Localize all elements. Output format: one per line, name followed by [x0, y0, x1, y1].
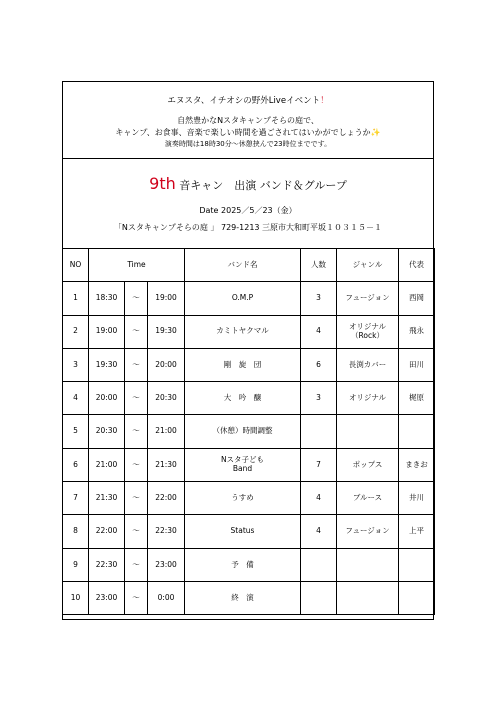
- start-time: 21:00: [89, 448, 125, 481]
- event-date: Date 2025／5／23（金）: [199, 206, 297, 215]
- start-time: 19:30: [89, 348, 125, 381]
- end-time: 20:30: [148, 382, 185, 415]
- band-name: （休憩）時間調整: [185, 415, 301, 448]
- row-no: 8: [63, 515, 89, 548]
- representative: [399, 581, 435, 614]
- genre: フュージョン: [337, 282, 399, 315]
- row-no: 3: [63, 348, 89, 381]
- header-genre: ジャンル: [337, 249, 399, 282]
- start-time: 22:00: [89, 515, 125, 548]
- end-time: 0:00: [148, 581, 185, 614]
- time-separator: ～: [125, 282, 148, 315]
- intro-line-2: 自然豊かなNスタキャンプそらの庭で、: [177, 116, 319, 125]
- row-no: 10: [63, 581, 89, 614]
- end-time: 19:30: [148, 315, 185, 348]
- representative: まきお: [399, 448, 435, 481]
- header-band: バンド名: [185, 249, 301, 282]
- table-header-row: [63, 249, 435, 282]
- end-time: 21:00: [148, 415, 185, 448]
- genre: オリジナル （Rock）: [337, 315, 399, 348]
- band-name: カミトヤクマル: [185, 315, 301, 348]
- end-time: 19:00: [148, 282, 185, 315]
- time-separator: ～: [125, 515, 148, 548]
- table-row: [63, 515, 435, 548]
- representative: 西岡: [399, 282, 435, 315]
- edition-label: 9th: [149, 174, 176, 193]
- header-members: 人数: [301, 249, 337, 282]
- row-no: 5: [63, 415, 89, 448]
- member-count: 6: [301, 348, 337, 381]
- header-no: NO: [63, 249, 89, 282]
- genre: [337, 581, 399, 614]
- table-row: [63, 581, 435, 614]
- row-no: 4: [63, 382, 89, 415]
- row-no: 9: [63, 548, 89, 581]
- end-time: 23:00: [148, 548, 185, 581]
- start-time: 21:30: [89, 482, 125, 515]
- member-count: 3: [301, 282, 337, 315]
- row-no: 7: [63, 482, 89, 515]
- genre: ブルース: [337, 482, 399, 515]
- start-time: 19:00: [89, 315, 125, 348]
- band-name: 終 演: [185, 581, 301, 614]
- member-count: 4: [301, 482, 337, 515]
- intro-line-3: キャンプ、お食事、音楽で楽しい時間を過ごされてはいかがでしょうか✨: [115, 128, 381, 137]
- start-time: 20:30: [89, 415, 125, 448]
- start-time: 20:00: [89, 382, 125, 415]
- time-separator: ～: [125, 382, 148, 415]
- start-time: 23:00: [89, 581, 125, 614]
- table-row: [63, 448, 435, 481]
- member-count: 4: [301, 515, 337, 548]
- table-row: [63, 282, 435, 315]
- representative: 井川: [399, 482, 435, 515]
- event-venue: 「Nスタキャンプそらの庭 」 729-1213 三原市大和町平坂１０３１５－１: [113, 223, 383, 232]
- representative: [399, 548, 435, 581]
- table-row: [63, 315, 435, 348]
- time-separator: ～: [125, 581, 148, 614]
- table-row: [63, 415, 435, 448]
- end-time: 21:30: [148, 448, 185, 481]
- table-row: [63, 382, 435, 415]
- genre: オリジナル: [337, 382, 399, 415]
- band-name: O.M.P: [185, 282, 301, 315]
- genre: ポップス: [337, 448, 399, 481]
- title-text: 音キャン 出演 バンド＆グループ: [179, 179, 347, 192]
- row-no: 6: [63, 448, 89, 481]
- header-time: Time: [89, 249, 185, 282]
- time-separator: ～: [125, 448, 148, 481]
- intro-headline: [63, 94, 433, 106]
- schedule-table: [62, 248, 435, 615]
- member-count: [301, 581, 337, 614]
- time-separator: ～: [125, 348, 148, 381]
- band-name: 予 備: [185, 548, 301, 581]
- member-count: 4: [301, 315, 337, 348]
- member-count: [301, 415, 337, 448]
- table-row: [63, 548, 435, 581]
- event-header: [63, 158, 433, 248]
- member-count: 7: [301, 448, 337, 481]
- intro-section: [63, 82, 433, 159]
- time-separator: ～: [125, 482, 148, 515]
- time-separator: ～: [125, 315, 148, 348]
- start-time: 18:30: [89, 282, 125, 315]
- start-time: 22:30: [89, 548, 125, 581]
- end-time: 20:00: [148, 348, 185, 381]
- row-no: 2: [63, 315, 89, 348]
- representative: 梶原: [399, 382, 435, 415]
- representative: 飛永: [399, 315, 435, 348]
- end-time: 22:00: [148, 482, 185, 515]
- event-flyer: [62, 81, 434, 620]
- band-name: 剛 旋 団: [185, 348, 301, 381]
- row-no: 1: [63, 282, 89, 315]
- representative: [399, 415, 435, 448]
- time-separator: ～: [125, 415, 148, 448]
- band-name: Nスタ子ども Band: [185, 448, 301, 481]
- table-row: [63, 482, 435, 515]
- genre: [337, 415, 399, 448]
- representative: 上平: [399, 515, 435, 548]
- intro-line-4: 演奏時間は18時30分～休憩挟んで23時位までです。: [164, 140, 332, 148]
- band-name: Status: [185, 515, 301, 548]
- member-count: 3: [301, 382, 337, 415]
- event-title: [63, 174, 433, 193]
- genre: フュージョン: [337, 515, 399, 548]
- genre: [337, 548, 399, 581]
- end-time: 22:30: [148, 515, 185, 548]
- time-separator: ～: [125, 548, 148, 581]
- member-count: [301, 548, 337, 581]
- representative: 田川: [399, 348, 435, 381]
- band-name: うすめ: [185, 482, 301, 515]
- genre: 長渕カバー: [337, 348, 399, 381]
- table-row: [63, 348, 435, 381]
- header-rep: 代表: [399, 249, 435, 282]
- band-name: 大 吟 醸: [185, 382, 301, 415]
- exclamation-mark: ！: [320, 96, 329, 106]
- intro-headline-text: エヌスタ、イチオシの野外Liveイベント: [167, 96, 321, 106]
